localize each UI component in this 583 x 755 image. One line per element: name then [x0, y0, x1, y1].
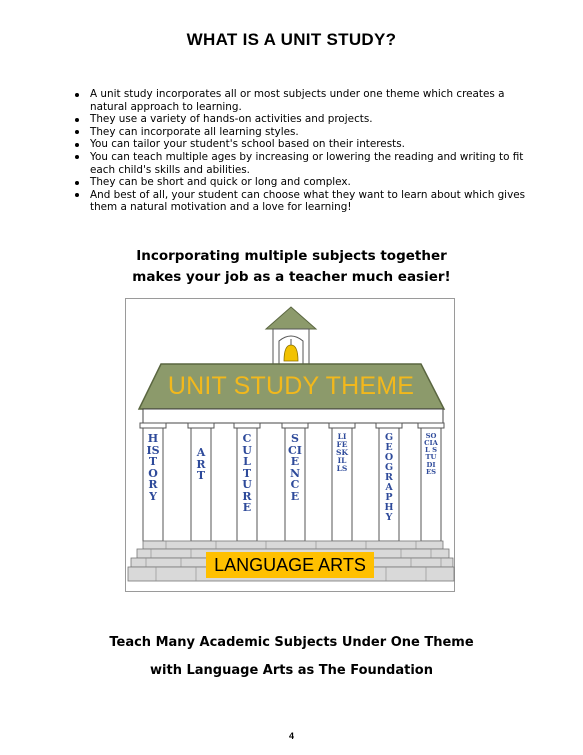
column-capital [376, 423, 402, 428]
column-label-art: ART [196, 446, 206, 483]
column-capital [282, 423, 308, 428]
column-capital [329, 423, 355, 428]
column-capital [140, 423, 166, 428]
column-capital [188, 423, 214, 428]
bullet-item: And best of all, your student can choose what they want to learn about which gives them a natural motivation and a love for learning! [72, 189, 542, 214]
language-arts-foundation-label: LANGUAGE ARTS [206, 552, 374, 578]
column-label-history: HISTORY [146, 432, 160, 503]
bullet-item: They can incorporate all learning styles. [72, 126, 542, 139]
cupola-roof [266, 307, 316, 329]
footer-line-1: Teach Many Academic Subjects Under One Theme [109, 635, 474, 650]
column-label-culture: CULTURE [242, 432, 252, 515]
subheading-line-1: Incorporating multiple subjects together [136, 248, 447, 264]
bullet-item: They can be short and quick or long and complex. [72, 176, 542, 189]
unit-study-diagram [125, 298, 455, 592]
bullet-list [72, 88, 542, 214]
column-capital [418, 423, 444, 428]
page-number: 4 [288, 731, 294, 741]
footer-line-2: with Language Arts as The Foundation [150, 663, 433, 678]
column-label-social-studies: SOCIAL STUDIES [424, 432, 438, 476]
bullet-item: You can teach multiple ages by increasing or lowering the reading and writing to fit each child's skills and abilities. [72, 151, 542, 176]
column-label-geography: GEOGRAPHY [384, 432, 394, 523]
bullet-item: You can tailor your student's school based on their interests. [72, 138, 542, 151]
unit-study-theme-label: UNIT STUDY THEME [167, 372, 415, 400]
entablature [143, 409, 443, 423]
bullet-item: They use a variety of hands-on activities and projects. [72, 113, 542, 126]
column-label-life-skills: LIFE SKILLS [336, 432, 348, 473]
bullet-item: A unit study incorporates all or most subjects under one theme which creates a natural approach to learning. [72, 88, 542, 113]
page-title: WHAT IS A UNIT STUDY? [186, 30, 397, 49]
column-capital [234, 423, 260, 428]
subheading-line-2: makes your job as a teacher much easier! [132, 269, 451, 285]
column-art [191, 428, 211, 541]
column-label-science: SCIENCE [288, 432, 302, 503]
